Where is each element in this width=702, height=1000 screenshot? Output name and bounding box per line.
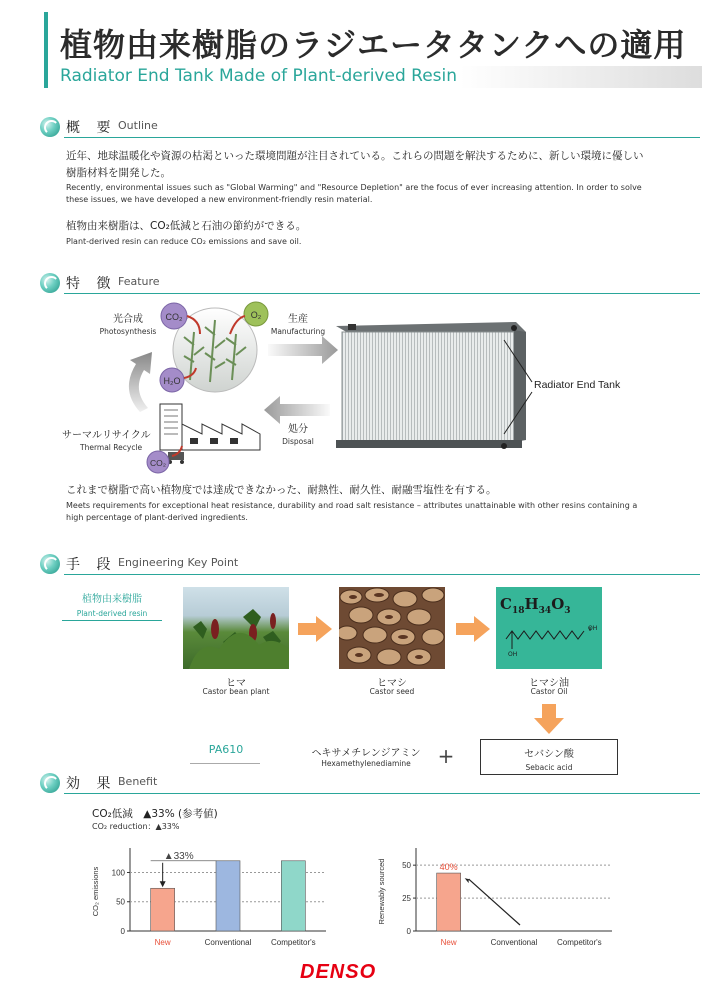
castor-plant-en: Castor bean plant — [202, 687, 270, 696]
x-tick-label: Conventional — [490, 938, 538, 947]
comparison-arrow — [469, 879, 520, 925]
bar-conventional — [216, 861, 240, 931]
bar-new — [437, 873, 461, 931]
arrow-plant-to-seed — [298, 616, 332, 642]
feature-description-jp: これまで樹脂で高い植物度では達成できなかった、耐熱性、耐久性、耐融雪塩性を有する。 — [66, 484, 497, 496]
section-bullet-icon — [40, 117, 60, 137]
value-label: 40% — [439, 862, 458, 873]
castor-oil-jp: ヒマシ油 — [529, 678, 569, 689]
castor-plant-image — [183, 587, 289, 669]
sebacic-acid-en: Sebacic acid — [525, 763, 573, 772]
section-divider — [64, 574, 700, 575]
section-feature — [40, 272, 662, 294]
title-gradient — [460, 66, 702, 88]
y-tick-label: 50 — [116, 897, 125, 907]
castor-oil-formula — [496, 587, 602, 669]
oh-label-acid: OH — [588, 625, 598, 632]
y-axis-label: Renewably sourced — [377, 858, 386, 925]
section-bullet-icon — [40, 273, 60, 293]
o2-label: O₂ — [250, 310, 262, 320]
castor-seed-en: Castor seed — [369, 687, 415, 696]
section-title-jp: 概 要 — [66, 120, 117, 136]
castor-seed-image — [339, 587, 445, 669]
recycle-arrow — [129, 352, 152, 412]
section-title-en: Engineering Key Point — [118, 556, 239, 569]
renewably-sourced-chart — [372, 840, 622, 955]
section-divider — [64, 137, 700, 138]
radiator-image — [336, 322, 526, 449]
comparison-arrowhead — [465, 878, 469, 883]
section-outline — [40, 116, 662, 138]
section-bullet-icon — [40, 773, 60, 793]
molecular-formula: $C_{18}H_{34}O_3$ — [500, 595, 571, 616]
section-divider — [64, 793, 700, 794]
feature-description-en: Meets requirements for exceptional heat resistance, durability and road salt resistance – attributes unattainable with other resins containing a high percentage of plant-derived ingredients. — [66, 501, 638, 522]
arrow-seed-to-oil — [456, 616, 490, 642]
disposal-en: Disposal — [282, 437, 314, 446]
pa610-label: PA610 — [208, 743, 244, 756]
feature-diagram — [60, 300, 660, 480]
carbon-chain — [506, 631, 584, 639]
section-benefit — [40, 772, 662, 794]
x-tick-label: Conventional — [204, 938, 252, 947]
co2-emissions-chart — [86, 840, 336, 955]
outline-point-jp: 植物由来樹脂は、CO₂低減と石油の節約ができる。 — [66, 220, 307, 232]
reduction-annotation: ▲33% — [163, 850, 194, 862]
section-engineering — [40, 553, 662, 575]
co2-label: CO₂ — [165, 312, 183, 322]
reduction-arrowhead — [160, 881, 166, 887]
y-tick-label: 0 — [120, 927, 125, 936]
section-bullet-icon — [40, 554, 60, 574]
x-tick-label: Competitor's — [557, 938, 602, 947]
photosynthesis-jp: 光合成 — [113, 314, 143, 325]
section-title-en: Benefit — [118, 775, 158, 788]
bar-new — [151, 888, 175, 931]
arrow-oil-to-sebacic — [534, 704, 564, 734]
castor-oil-en: Castor Oil — [530, 687, 568, 696]
oh-label-hydroxyl: OH — [508, 651, 518, 658]
plus-sign: + — [437, 744, 455, 768]
y-tick-label: 0 — [406, 927, 411, 936]
outline-point-en: Plant-derived resin can reduce CO₂ emissions and save oil. — [66, 237, 302, 246]
x-tick-label: New — [440, 938, 457, 947]
page-title: 植物由来樹脂のラジエータタンクへの適用 — [60, 26, 687, 64]
thermal-recycle-en: Thermal Recycle — [80, 443, 143, 452]
bar-competitors — [281, 861, 305, 931]
denso-logo: DENSO — [300, 961, 377, 983]
title-accent-bar — [44, 12, 48, 88]
resin-label-en: Plant-derived resin — [76, 609, 148, 618]
castor-seed-jp: ヒマシ — [377, 678, 407, 689]
manufacturing-en: Manufacturing — [270, 327, 326, 336]
co2-reduction-en: CO₂ reduction：▲33% — [92, 822, 180, 831]
outline-paragraph-en: Recently, environmental issues such as "Global Warming" and "Resource Depletion" are the focus of ever increasing attention. In order to solve these issues, we have developed a new environment-friendly resin material. — [66, 183, 642, 204]
section-title-en: Outline — [118, 119, 158, 132]
section-title-en: Feature — [118, 275, 160, 288]
manufacturing-jp: 生産 — [288, 314, 308, 325]
pa610-underline — [190, 763, 260, 764]
resin-underline — [62, 620, 162, 621]
y-tick-label: 50 — [402, 861, 411, 871]
section-title-jp: 効 果 — [66, 776, 117, 792]
y-axis-label: CO₂ emissions — [91, 866, 100, 917]
hexamethylenediamine-en: Hexamethylenediamine — [321, 759, 411, 768]
y-tick-label: 100 — [111, 868, 125, 878]
section-title-jp: 手 段 — [66, 557, 117, 573]
thermal-recycle-jp: サーマルリサイクル — [62, 430, 151, 441]
disposal-jp: 処分 — [288, 424, 308, 435]
resin-label — [62, 590, 162, 618]
sebacic-acid-jp: セバシン酸 — [524, 749, 574, 760]
co2-output-label: CO₂ — [149, 458, 167, 468]
disposal-arrow — [264, 396, 330, 424]
manufacturing-arrow — [268, 336, 338, 364]
co2-reduction-jp: CO₂低減 ▲33% (参考値) — [92, 808, 218, 820]
x-tick-label: New — [154, 938, 171, 947]
outline-paragraph-jp: 近年、地球温暖化や資源の枯渇といった環境問題が注目されている。これらの問題を解決するために、新しい環境に優しい樹脂材料を開発した。 — [66, 150, 644, 179]
hexamethylenediamine-jp: ヘキサメチレンジアミン — [311, 748, 421, 759]
resin-label-jp: 植物由来樹脂 — [82, 594, 142, 605]
photosynthesis-en: Photosynthesis — [99, 327, 157, 336]
radiator-end-tank-label: Radiator End Tank — [534, 379, 621, 391]
page-subtitle: Radiator End Tank Made of Plant-derived Resin — [60, 66, 458, 86]
x-tick-label: Competitor's — [271, 938, 316, 947]
y-tick-label: 25 — [402, 894, 411, 904]
h2o-label: H₂O — [163, 376, 181, 386]
section-divider — [64, 293, 700, 294]
castor-plant-jp: ヒマ — [226, 678, 246, 689]
sebacic-acid-box — [480, 739, 618, 775]
section-title-jp: 特 徴 — [66, 276, 117, 292]
